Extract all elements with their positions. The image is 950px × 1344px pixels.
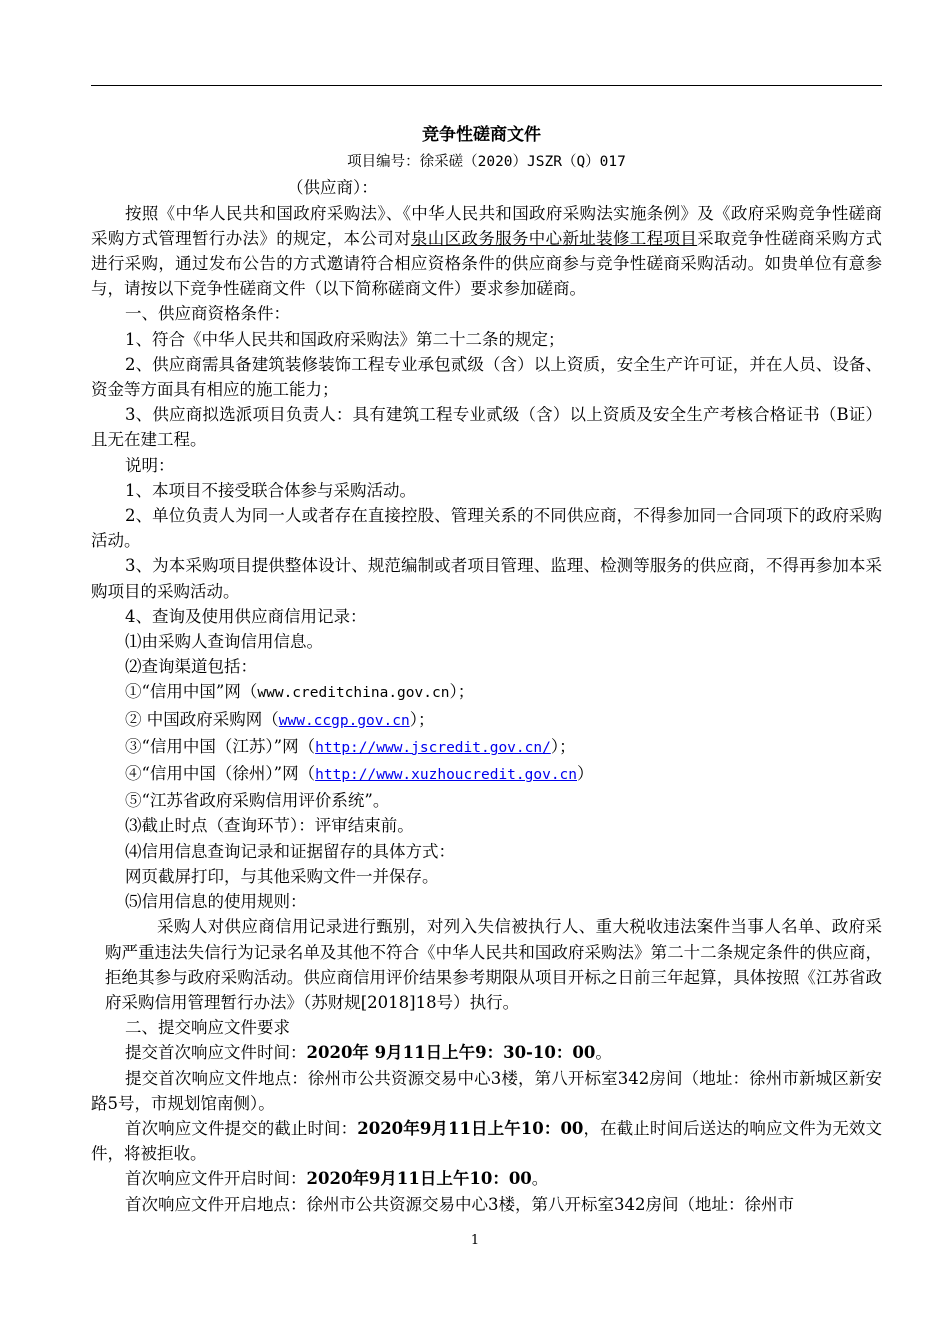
xuzhoucredit-link[interactable]: http://www.xuzhoucredit.gov.cn <box>315 767 578 784</box>
submit-deadline: 首次响应文件提交的截止时间：2020年9月11日上午10：00，在截止时间后送达的响应文件为无效文件，将被拒收。 <box>91 1118 882 1164</box>
intro-paragraph: 按照《中华人民共和国政府采购法》、《中华人民共和国政府采购法实施条例》及《政府采购竞争性磋商采购方式管理暂行办法》的规定，本公司对泉山区政务服务中心新址装修工程项目采取竞争性磋商采购方式进行采购，通过发布公告的方式邀请符合相应资格条件的供应商参与竞争性磋商采购活动。如贵单位有意参与，请按以下竞争性磋商文件（以下简称磋商文件）要求参加磋商。 <box>91 203 883 299</box>
project-number: 项目编号：徐采磋（2020）JSZR（Q）017 <box>347 154 626 171</box>
credit-item-5-detail: 采购人对供应商信用记录进行甄别，对列入失信被执行人、重大税收违法案件当事人名单、政府采购严重违法失信行为记录名单及其他不符合《中华人民共和国政府采购法》第二十二条规定条件的供应商，拒绝其参与政府采购活动。供应商信用评价结果参考期限从项目开标之日前三年起算，具体按照《江苏省政府采购信用管理暂行办法》（苏财规[2018]18号）执行。 <box>105 917 882 1012</box>
page-number: 1 <box>470 1233 480 1248</box>
submit-location: 提交首次响应文件地点：徐州市公共资源交易中心3楼，第八开标室342房间（地址：徐州市新城区新安路5号，市规划馆南侧）。 <box>91 1068 882 1113</box>
channel-4: ④“信用中国（徐州）”网（http://www.xuzhoucredit.gov.cn） <box>125 764 594 784</box>
note-3: 3、为本采购项目提供整体设计、规范编制或者项目管理、监理、检测等服务的供应商，不得再参加本采购项目的采购活动。 <box>91 556 882 601</box>
qualification-1: 1、符合《中华人民共和国政府采购法》第二十二条的规定； <box>125 329 565 349</box>
section-2-heading: 二、提交响应文件要求 <box>125 1018 290 1038</box>
creditchina-url: www.creditchina.gov.cn <box>257 685 450 702</box>
note-1: 1、本项目不接受联合体参与采购活动。 <box>125 480 416 500</box>
channel-5: ⑤“江苏省政府采购信用评价系统”。 <box>125 791 390 811</box>
supplier-line: （供应商）： <box>287 178 378 198</box>
opening-time: 首次响应文件开启时间：2020年9月11日上午10：00。 <box>125 1169 549 1189</box>
doc-title: 竞争性磋商文件 <box>422 125 541 145</box>
section-1-heading: 一、供应商资格条件： <box>125 304 290 324</box>
credit-item-4: ⑷信用信息查询记录和证据留存的具体方式： <box>125 841 455 861</box>
channel-3: ③“信用中国（江苏）”网（http://www.jscredit.gov.cn/）； <box>125 736 576 756</box>
ccgp-link[interactable]: www.ccgp.gov.cn <box>278 712 410 729</box>
qualification-2: 2、供应商需具备建筑装修装饰工程专业承包贰级（含）以上资质，安全生产许可证，并在人员、设备、资金等方面具有相应的施工能力； <box>91 354 882 400</box>
credit-item-3: ⑶截止时点（查询环节）：评审结束前。 <box>125 816 414 836</box>
jscredit-link[interactable]: http://www.jscredit.gov.cn/ <box>315 739 551 756</box>
header-rule <box>91 85 882 86</box>
document-body <box>91 123 882 1217</box>
qualification-3: 3、供应商拟选派项目负责人：具有建筑工程专业贰级（含）以上资质及安全生产考核合格证书（B证）且无在建工程。 <box>91 405 882 450</box>
project-name: 泉山区政务服务中心新址装修工程项目 <box>410 228 698 248</box>
credit-item-1: ⑴由采购人查询信用信息。 <box>125 632 323 652</box>
opening-location: 首次响应文件开启地点：徐州市公共资源交易中心3楼，第八开标室342房间（地址：徐州市 <box>125 1194 794 1214</box>
credit-item-5: ⑸信用信息的使用规则： <box>125 892 307 912</box>
note-4: 4、查询及使用供应商信用记录： <box>125 606 367 626</box>
channel-1: ①“信用中国”网（www.creditchina.gov.cn）； <box>125 682 475 702</box>
note-heading: 说明： <box>125 455 175 475</box>
credit-item-2: ⑵查询渠道包括： <box>125 657 257 677</box>
channel-2: ② 中国政府采购网（www.ccgp.gov.cn）； <box>125 709 435 729</box>
submit-time: 提交首次响应文件时间：2020年 9月11日上午9：30-10：00。 <box>125 1043 612 1063</box>
note-2: 2、单位负责人为同一人或者存在直接控股、管理关系的不同供应商，不得参加同一合同项下的政府采购活动。 <box>91 506 882 551</box>
credit-item-4-detail: 网页截屏打印，与其他采购文件一并保存。 <box>125 866 439 886</box>
